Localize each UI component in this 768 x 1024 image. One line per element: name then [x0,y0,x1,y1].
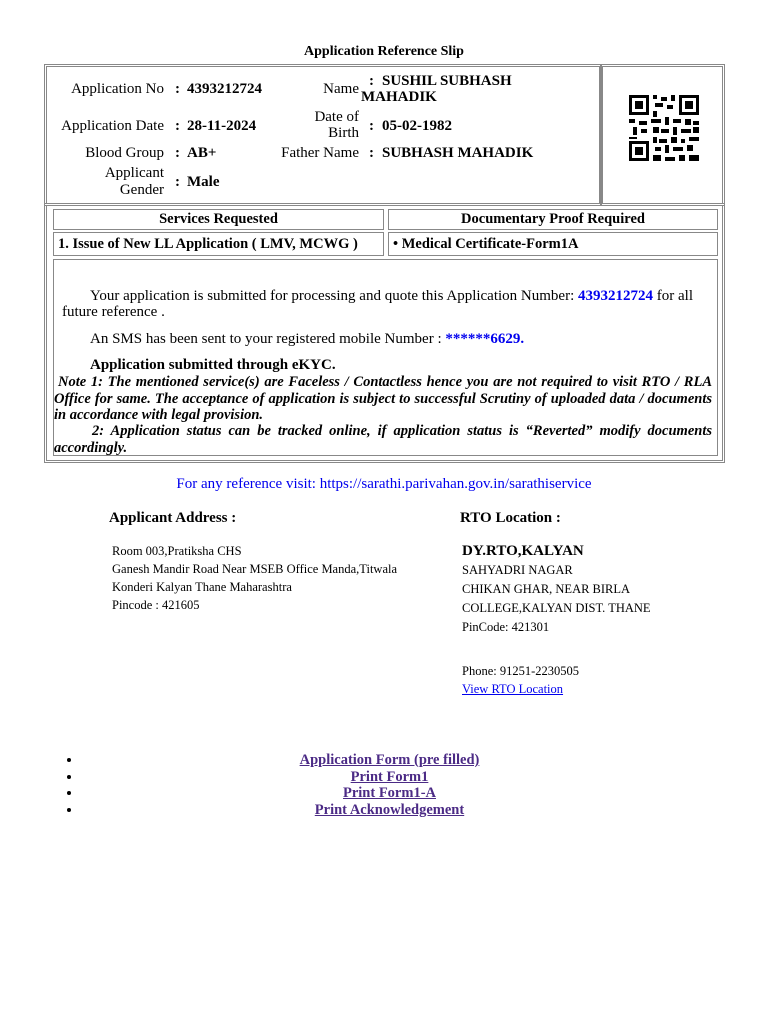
proof-header: Documentary Proof Required [388,209,718,230]
father-name-label: Father Name [281,145,359,161]
address-line: Ganesh Mandir Road Near MSEB Office Manda,Titwala [112,562,398,576]
sms-message [62,331,718,348]
dob-label-1: Date of [314,109,359,125]
application-number: 4393212724 [578,288,653,304]
reference-link[interactable]: For any reference visit: https://sarathi.parivahan.gov.in/sarathiservice [176,476,592,492]
blood-group-label: Blood Group [85,145,164,161]
applicant-details-box [44,64,602,206]
application-form-link[interactable]: Application Form (pre filled) [299,752,480,768]
gender-label-2: Gender [119,182,164,198]
list-item [82,752,768,769]
applicant-address-heading: Applicant Address : [109,510,237,526]
rto-address-line: SAHYADRI NAGAR [462,563,573,577]
app-date-label: Application Date [61,118,164,134]
note-2: 2: Application status can be tracked online, if application status is “Reverted” modify documents accordingly. [54,423,712,456]
qr-code-icon [629,95,699,161]
list-item [82,785,768,802]
colon: : [369,73,374,89]
submitted-text: Your application is submitted for processing and quote this Application Number: [90,288,575,304]
print-form1a-link[interactable]: Print Form1-A [342,785,436,801]
blood-group-value: AB+ [187,145,217,161]
address-line: Room 003,Pratiksha CHS [112,544,242,558]
name-line1: SUSHIL SUBHASH [382,73,512,89]
colon: : [369,145,374,161]
rto-address-line: COLLEGE,KALYAN DIST. THANE [462,601,651,615]
ekyc-message: Application submitted through eKYC. [90,357,336,373]
rto-address [462,561,651,637]
sms-text: An SMS has been sent to your registered mobile Number : [90,331,442,347]
rto-pincode: PinCode: 421301 [462,620,550,634]
app-no-label: Application No [71,81,164,97]
service-row: 1. Issue of New LL Application ( LMV, MCWG ) [53,232,384,256]
services-header: Services Requested [53,209,384,230]
submitted-message [62,288,718,320]
gender-value: Male [187,174,220,190]
colon: : [175,81,180,97]
father-name-value: SUBHASH MAHADIK [382,145,534,161]
app-no-value: 4393212724 [187,81,262,97]
colon: : [369,118,374,134]
submitted-text-cont: future reference . [62,304,165,320]
colon: : [175,145,180,161]
address-line: Konderi Kalyan Thane Maharashtra [112,580,292,594]
colon: : [175,118,180,134]
message-panel [53,259,718,456]
print-form1-link[interactable]: Print Form1 [350,768,429,785]
gender-label-1: Applicant [104,165,164,181]
list-item [82,769,768,786]
dob-label-2: Birth [328,125,359,141]
sms-period: . [520,331,525,347]
qr-box [600,64,725,206]
services-box [44,203,725,463]
rto-phone: Phone: 91251-2230505 [462,664,580,678]
rto-location-heading: RTO Location : [460,510,561,526]
name-label: Name [323,81,359,97]
submitted-text-post: for all [656,288,693,304]
list-item [82,802,768,819]
note-1: Note 1: The mentioned service(s) are Faceless / Contactless hence you are not required to visit RTO / RLA Office for same. The acceptance of application is subject to successful Scrutiny of uploaded data / documents in accordance with legal provision. [54,374,712,423]
dob-value: 05-02-1982 [382,118,452,134]
colon: : [175,174,180,190]
rto-name: DY.RTO,KALYAN [462,543,584,559]
applicant-address [112,542,397,614]
address-pincode: Pincode : 421605 [112,598,200,612]
view-rto-location-link[interactable]: View RTO Location [462,682,564,696]
print-acknowledgement-link[interactable]: Print Acknowledgement [314,801,465,818]
masked-mobile: ******6629 [445,331,521,347]
name-line2: MAHADIK [361,89,437,105]
action-links [0,752,768,818]
proof-row: • Medical Certificate-Form1A [388,232,718,256]
rto-address-line: CHIKAN GHAR, NEAR BIRLA [462,582,631,596]
app-date-value: 28-11-2024 [187,118,257,134]
page-title: Application Reference Slip [304,44,464,59]
